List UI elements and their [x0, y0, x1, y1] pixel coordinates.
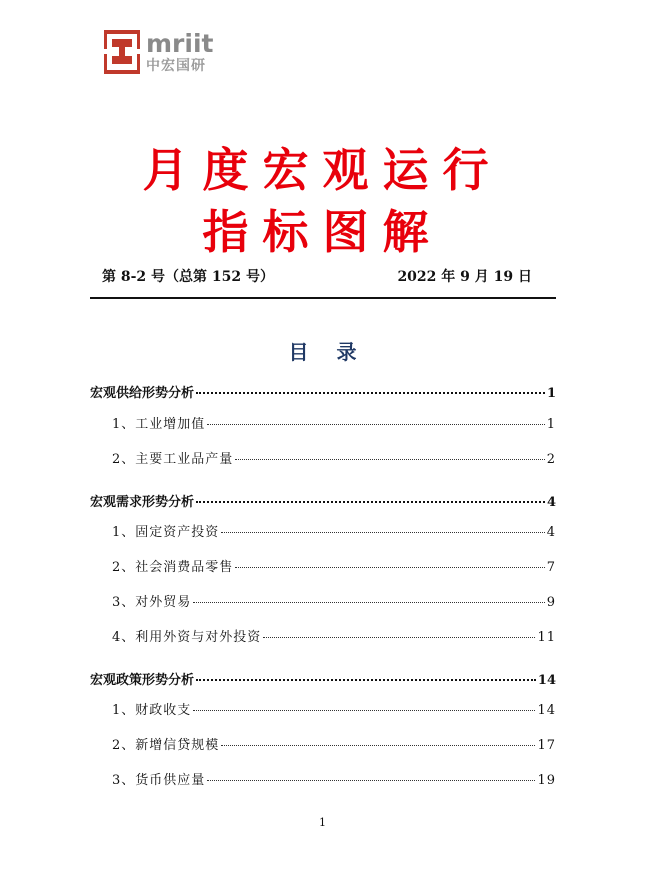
toc-section-label: 宏观政策形势分析 — [90, 673, 195, 688]
toc-item[interactable] — [112, 699, 556, 718]
issue-date: 2022 年 9 月 19 日 — [397, 269, 532, 285]
page-number: 1 — [319, 816, 326, 829]
toc-leader — [221, 532, 544, 533]
toc-item[interactable] — [112, 556, 556, 575]
toc-leader — [235, 567, 544, 568]
toc-page-number: 1 — [546, 417, 556, 432]
toc-page-number: 14 — [537, 673, 556, 688]
toc-leader — [207, 780, 535, 781]
toc-section-label: 宏观需求形势分析 — [90, 495, 195, 510]
report-title-line-1: 月度宏观运行 — [142, 143, 503, 197]
logo-chinese-name: 中宏国研 — [146, 58, 206, 74]
toc-leader — [193, 602, 544, 603]
toc-page-number: 17 — [537, 738, 556, 753]
toc-item-label: 1、财政收支 — [112, 703, 192, 718]
toc-section-label: 宏观供给形势分析 — [90, 386, 195, 401]
toc-item-label: 4、利用外资与对外投资 — [112, 630, 262, 645]
issue-info — [90, 266, 556, 286]
toc-page-number: 9 — [546, 595, 556, 610]
logo-wordmark: mriit — [146, 29, 214, 58]
toc-page-number: 4 — [546, 495, 556, 510]
report-title-line-2: 指标图解 — [202, 205, 443, 259]
toc-leader — [193, 710, 535, 711]
logo — [104, 30, 213, 74]
toc-leader — [221, 745, 535, 746]
toc-item[interactable] — [112, 413, 556, 432]
toc-leader — [207, 424, 544, 425]
toc-item-label: 3、对外贸易 — [112, 595, 192, 610]
toc-leader — [196, 501, 545, 503]
toc-page-number: 19 — [537, 773, 556, 788]
toc-item-label: 2、主要工业品产量 — [112, 452, 234, 467]
toc-page-number: 14 — [537, 703, 556, 718]
toc-item[interactable] — [112, 448, 556, 467]
toc-item-label: 1、工业增加值 — [112, 417, 206, 432]
toc-leader — [196, 392, 545, 394]
toc-item-label: 2、社会消费品零售 — [112, 560, 234, 575]
toc-section[interactable] — [90, 382, 556, 401]
toc-item-label: 1、固定资产投资 — [112, 525, 220, 540]
toc-item[interactable] — [112, 769, 556, 788]
toc-item-label: 3、货币供应量 — [112, 773, 206, 788]
toc-page-number: 11 — [537, 630, 556, 645]
toc-page-number: 2 — [546, 452, 556, 467]
toc-page-number: 4 — [546, 525, 556, 540]
toc-heading: 目录 — [288, 340, 385, 364]
toc-page-number: 7 — [546, 560, 556, 575]
issue-number: 第 8-2 号（总第 152 号） — [102, 269, 275, 285]
toc-item[interactable] — [112, 521, 556, 540]
toc-leader — [235, 459, 544, 460]
header-divider — [90, 297, 556, 299]
toc-leader — [263, 637, 535, 638]
toc-item-label: 2、新增信贷规模 — [112, 738, 220, 753]
toc-item[interactable] — [112, 734, 556, 753]
toc-item[interactable] — [112, 591, 556, 610]
toc-section[interactable] — [90, 491, 556, 510]
toc-section[interactable] — [90, 669, 556, 688]
toc-item[interactable] — [112, 626, 556, 645]
mriit-logo-icon — [104, 30, 140, 74]
toc-leader — [196, 679, 536, 681]
toc-page-number: 1 — [546, 386, 556, 401]
